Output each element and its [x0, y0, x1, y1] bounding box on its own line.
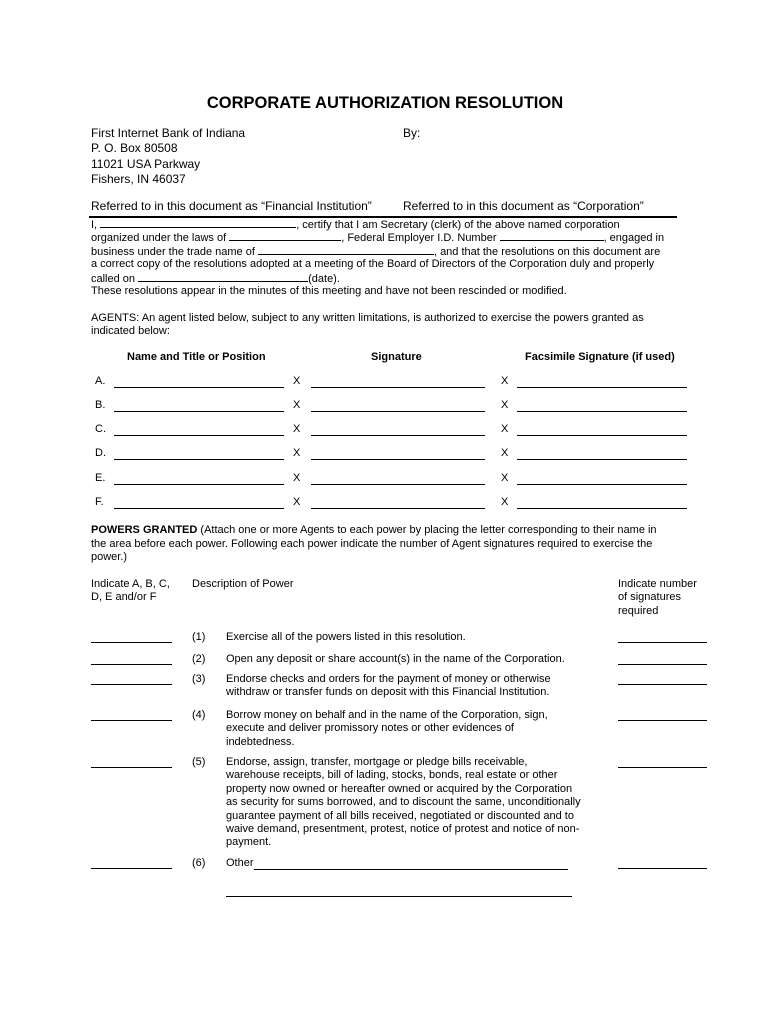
- agent-name-field[interactable]: [114, 411, 284, 412]
- power-signature-count-field[interactable]: [618, 664, 707, 665]
- power-number: (4): [192, 709, 206, 721]
- power-agent-letter-field[interactable]: [91, 767, 172, 768]
- agent-name-field[interactable]: [114, 387, 284, 388]
- other-power-field[interactable]: [254, 869, 568, 870]
- signature-x-mark: X: [293, 375, 301, 387]
- cert-text: , and that the resolutions on this document are: [433, 246, 661, 258]
- agent-row-label: F.: [95, 496, 104, 508]
- agent-row-label: C.: [95, 423, 106, 435]
- power-agent-letter-field[interactable]: [91, 642, 172, 643]
- power-number: (5): [192, 756, 206, 768]
- powers-intro-3: power.): [91, 551, 128, 563]
- bank-name: First Internet Bank of Indiana: [91, 126, 246, 140]
- bank-street: 11021 USA Parkway: [91, 156, 201, 171]
- powers-intro-2: the area before each power. Following each power indicate the number of Agent signatures required to exercise the: [91, 538, 653, 550]
- cert-text: (date).: [308, 273, 340, 285]
- power-agent-letter-field[interactable]: [91, 720, 172, 721]
- power-number: (6): [192, 857, 206, 869]
- bank-pobox: P. O. Box 80508: [91, 141, 178, 156]
- power-agent-letter-field[interactable]: [91, 868, 172, 869]
- agent-name-field[interactable]: [114, 435, 284, 436]
- federal-id-field[interactable]: [500, 231, 604, 241]
- power-signature-count-field[interactable]: [618, 767, 707, 768]
- ref-corporation: Referred to in this document as “Corporation”: [403, 199, 644, 213]
- agent-signature-field[interactable]: [311, 387, 485, 388]
- facsimile-x-mark: X: [501, 447, 509, 459]
- col-indicate-line: D, E and/or F: [91, 591, 157, 604]
- agent-facsimile-field[interactable]: [517, 411, 687, 412]
- power-description: Exercise all of the powers listed in this resolution.: [226, 631, 466, 643]
- signature-x-mark: X: [293, 472, 301, 484]
- col-indicate-line: Indicate A, B, C,: [91, 578, 170, 590]
- signature-x-mark: X: [293, 447, 301, 459]
- facsimile-x-mark: X: [501, 399, 509, 411]
- power-number: (2): [192, 653, 206, 665]
- cert-text: I,: [91, 219, 98, 231]
- agent-signature-field[interactable]: [311, 484, 485, 485]
- power-description: Endorse, assign, transfer, mortgage or pledge bills receivable, warehouse receipts, bill of lading, stocks, bonds, real estate or other property now owned or hereafter owned or acquired by the Corporation as security for sums borrowed, and to discount the same, unconditionally guarantee payment of all bills received, negotiated or discounted and to waive demand, presentment, protest, notice of protest and notice of non-payment.: [226, 756, 581, 849]
- power-signature-count-field[interactable]: [618, 684, 707, 685]
- power-signature-count-field[interactable]: [618, 642, 707, 643]
- agent-row-label: E.: [95, 472, 106, 484]
- cert-text: , Federal Employer I.D. Number: [341, 232, 497, 244]
- other-power-field-2[interactable]: [226, 896, 572, 897]
- bank-city: Fishers, IN 46037: [91, 171, 186, 186]
- document-title: CORPORATE AUTHORIZATION RESOLUTION: [206, 94, 564, 112]
- meeting-date-field[interactable]: [138, 272, 308, 282]
- agent-name-field[interactable]: [114, 484, 284, 485]
- state-of-law-field[interactable]: [229, 231, 341, 241]
- cert-text: organized under the laws of: [91, 232, 227, 244]
- facsimile-x-mark: X: [501, 375, 509, 387]
- agents-intro-1: AGENTS: An agent listed below, subject to any written limitations, is authorized to exercise the powers granted as: [91, 312, 644, 324]
- agent-name-field[interactable]: [114, 508, 284, 509]
- cert-line-6: These resolutions appear in the minutes of this meeting and have not been rescinded or modified.: [91, 285, 567, 297]
- agent-row-label: B.: [95, 399, 106, 411]
- secretary-name-field[interactable]: [100, 218, 296, 228]
- cert-line-4: a correct copy of the resolutions adopted at a meeting of the Board of Directors of the Corporation duly and properly: [91, 258, 655, 270]
- power-agent-letter-field[interactable]: [91, 684, 172, 685]
- agent-name-field[interactable]: [114, 459, 284, 460]
- trade-name-field[interactable]: [258, 245, 434, 255]
- cert-text: business under the trade name of: [91, 246, 255, 258]
- col-name-header: Name and Title or Position: [127, 351, 266, 363]
- agent-row-label: A.: [95, 375, 106, 387]
- col-signature-header: Signature: [371, 351, 422, 363]
- by-label: By:: [403, 126, 421, 140]
- power-description: Open any deposit or share account(s) in the name of the Corporation.: [226, 653, 565, 665]
- agent-facsimile-field[interactable]: [517, 508, 687, 509]
- power-signature-count-field[interactable]: [618, 720, 707, 721]
- col-desc-header: Description of Power: [192, 578, 294, 590]
- powers-intro-text: (Attach one or more Agents to each power by placing the letter corresponding to their name in: [197, 524, 657, 536]
- signature-x-mark: X: [293, 496, 301, 508]
- power-number: (1): [192, 631, 206, 643]
- power-signature-count-field[interactable]: [618, 868, 707, 869]
- cert-text: called on: [91, 273, 136, 285]
- col-facsimile-header: Facsimile Signature (if used): [525, 351, 675, 363]
- facsimile-x-mark: X: [501, 496, 509, 508]
- powers-intro-1: [91, 524, 657, 537]
- power-description: Endorse checks and orders for the payment of money or otherwise withdraw or transfer funds on deposit with this Financial Institution.: [226, 673, 551, 699]
- cert-text: , certify that I am Secretary (clerk) of the above named corporation: [296, 219, 620, 231]
- agent-facsimile-field[interactable]: [517, 459, 687, 460]
- power-description: Other: [226, 857, 254, 869]
- agents-intro-2: indicated below:: [91, 325, 170, 337]
- powers-heading: POWERS GRANTED: [91, 524, 198, 536]
- signature-x-mark: X: [293, 423, 301, 435]
- col-num-line: Indicate number: [618, 578, 697, 590]
- col-num-line: required: [618, 604, 659, 617]
- agent-signature-field[interactable]: [311, 508, 485, 509]
- agent-facsimile-field[interactable]: [517, 435, 687, 436]
- ref-institution: Referred to in this document as “Financial Institution”: [91, 199, 372, 213]
- agent-signature-field[interactable]: [311, 411, 485, 412]
- agent-facsimile-field[interactable]: [517, 387, 687, 388]
- power-description: Borrow money on behalf and in the name of the Corporation, sign, execute and deliver promissory notes or other evidences of indebtedness.: [226, 709, 548, 748]
- agent-signature-field[interactable]: [311, 435, 485, 436]
- facsimile-x-mark: X: [501, 423, 509, 435]
- col-indicate-header: [91, 578, 170, 605]
- col-num-line: of signatures: [618, 591, 681, 604]
- col-num-header: [618, 578, 697, 618]
- signature-x-mark: X: [293, 399, 301, 411]
- agent-facsimile-field[interactable]: [517, 484, 687, 485]
- cert-line-2: [91, 231, 664, 245]
- agent-row-label: D.: [95, 447, 106, 459]
- facsimile-x-mark: X: [501, 472, 509, 484]
- power-agent-letter-field[interactable]: [91, 664, 172, 665]
- agent-signature-field[interactable]: [311, 459, 485, 460]
- power-number: (3): [192, 673, 206, 685]
- cert-text: , engaged in: [603, 232, 665, 244]
- bank-address: [91, 126, 245, 187]
